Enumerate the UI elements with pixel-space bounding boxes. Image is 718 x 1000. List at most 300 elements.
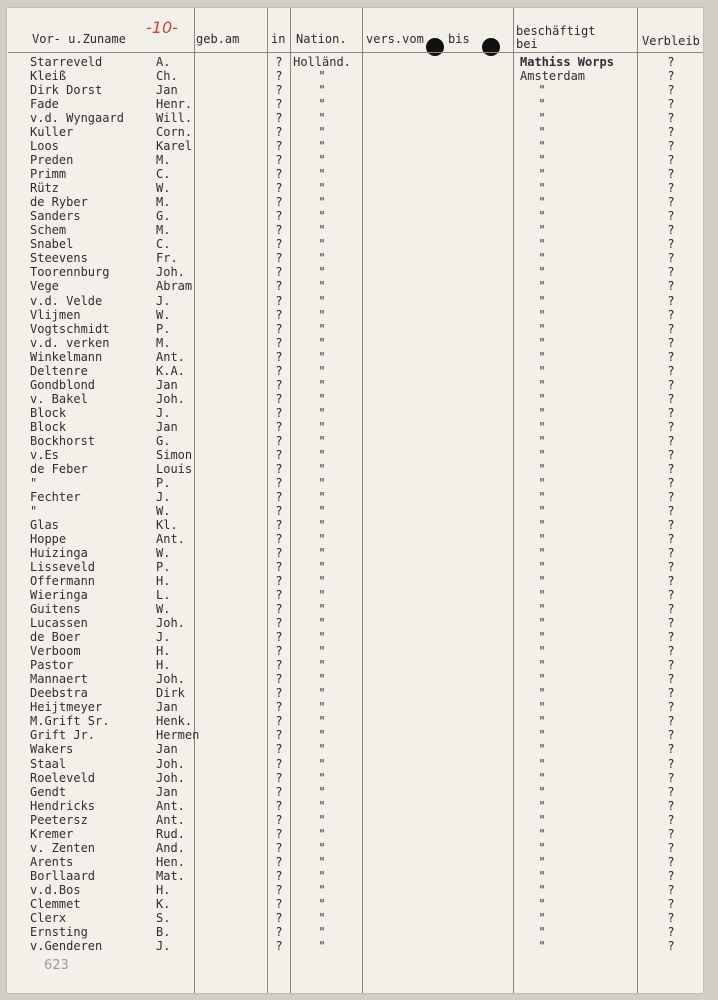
row-status: ? (667, 237, 675, 252)
row-nationality: " (318, 237, 326, 252)
row-nationality: " (318, 251, 326, 266)
row-in: ? (275, 574, 283, 589)
row-employer: " (538, 167, 546, 182)
row-firstname: Rud. (156, 826, 185, 841)
row-surname: Offermann (30, 574, 96, 589)
row-in: ? (275, 546, 283, 561)
row-employer: " (538, 517, 546, 532)
row-surname: Mannaert (30, 672, 88, 687)
row-surname: Deltenre (30, 363, 88, 378)
row-employer: " (538, 532, 546, 547)
row-in: ? (275, 209, 283, 224)
row-surname: M.Grift Sr. (30, 714, 110, 729)
row-nationality: " (318, 616, 326, 631)
row-employer: " (538, 307, 546, 322)
row-surname: Clemmet (30, 896, 81, 911)
row-firstname: J. (156, 938, 171, 953)
row-surname: v. Zenten (30, 840, 96, 855)
row-in: ? (275, 153, 283, 168)
row-firstname: G. (156, 209, 171, 224)
row-surname: Huizinga (30, 546, 88, 561)
row-in: ? (275, 69, 283, 84)
row-surname: Lucassen (30, 616, 88, 631)
row-in: ? (275, 83, 283, 98)
row-status: ? (667, 335, 675, 350)
row-nationality: " (318, 686, 326, 701)
row-firstname: Ant. (156, 532, 185, 547)
row-nationality: " (318, 700, 326, 715)
row-nationality: " (318, 714, 326, 729)
row-status: ? (667, 321, 675, 336)
row-employer: " (538, 475, 546, 490)
row-status: ? (667, 461, 675, 476)
row-status: ? (667, 896, 675, 911)
row-firstname: Joh. (156, 756, 185, 771)
row-in: ? (275, 868, 283, 883)
row-in: ? (275, 125, 283, 140)
row-firstname: Ant. (156, 349, 185, 364)
row-employer: " (538, 868, 546, 883)
row-nationality: " (318, 896, 326, 911)
row-surname: Peetersz (30, 812, 88, 827)
row-in: ? (275, 335, 283, 350)
row-in: ? (275, 265, 283, 280)
row-surname: Pastor (30, 658, 74, 673)
row-nationality: " (318, 588, 326, 603)
row-surname: v.d. Velde (30, 293, 103, 308)
row-status: ? (667, 265, 675, 280)
row-employer: " (538, 83, 546, 98)
row-nationality: " (318, 798, 326, 813)
row-status: ? (667, 882, 675, 897)
row-surname: Heijtmeyer (30, 700, 103, 715)
row-employer: " (538, 111, 546, 126)
row-surname: Glas (30, 517, 59, 532)
row-employer: " (538, 377, 546, 392)
row-in: ? (275, 489, 283, 504)
row-surname: Kuller (30, 125, 74, 140)
row-firstname: W. (156, 546, 171, 561)
row-employer: " (538, 672, 546, 687)
row-employer: " (538, 770, 546, 785)
row-in: ? (275, 812, 283, 827)
row-status: ? (667, 251, 675, 266)
row-firstname: H. (156, 644, 171, 659)
row-surname: Wieringa (30, 588, 88, 603)
row-in: ? (275, 237, 283, 252)
row-surname: Gondblond (30, 377, 96, 392)
row-status: ? (667, 812, 675, 827)
row-in: ? (275, 391, 283, 406)
row-in: ? (275, 307, 283, 322)
row-in: ? (275, 55, 283, 69)
row-surname: Gendt (30, 784, 67, 799)
row-firstname: P. (156, 560, 171, 575)
row-nationality: " (318, 868, 326, 883)
row-firstname: G. (156, 433, 171, 448)
row-in: ? (275, 279, 283, 294)
row-employer: " (538, 588, 546, 603)
row-employer: " (538, 251, 546, 266)
row-firstname: W. (156, 503, 171, 518)
row-surname: Sanders (30, 209, 81, 224)
row-status: ? (667, 770, 675, 785)
row-surname: Verboom (30, 644, 81, 659)
row-in: ? (275, 377, 283, 392)
row-firstname: S. (156, 910, 171, 925)
row-status: ? (667, 181, 675, 196)
row-employer: " (538, 125, 546, 140)
row-in: ? (275, 644, 283, 659)
row-surname: Block (30, 419, 67, 434)
row-nationality: " (318, 363, 326, 378)
row-employer: " (538, 742, 546, 757)
row-firstname: H. (156, 574, 171, 589)
row-nationality: " (318, 489, 326, 504)
row-firstname: J. (156, 489, 171, 504)
row-firstname: Jan (156, 419, 178, 434)
row-firstname: Henr. (156, 97, 193, 112)
row-status: ? (667, 475, 675, 490)
row-surname: " (30, 475, 38, 490)
row-firstname: C. (156, 167, 171, 182)
punch-hole-icon (482, 38, 500, 56)
row-in: ? (275, 854, 283, 869)
row-firstname: M. (156, 195, 171, 210)
row-status: ? (667, 546, 675, 561)
header-employer-bei: bei (516, 37, 538, 51)
row-status: ? (667, 630, 675, 645)
row-surname: Deebstra (30, 686, 88, 701)
row-in: ? (275, 181, 283, 196)
row-in: ? (275, 840, 283, 855)
row-employer: Amsterdam (520, 69, 586, 84)
row-in: ? (275, 475, 283, 490)
row-firstname: W. (156, 307, 171, 322)
row-firstname: A. (156, 55, 171, 69)
row-firstname: Joh. (156, 672, 185, 687)
row-employer: " (538, 896, 546, 911)
row-nationality: " (318, 279, 326, 294)
row-status: ? (667, 97, 675, 112)
row-in: ? (275, 896, 283, 911)
row-employer: " (538, 223, 546, 238)
row-firstname: H. (156, 658, 171, 673)
row-firstname: P. (156, 475, 171, 490)
row-surname: Block (30, 405, 67, 420)
row-in: ? (275, 139, 283, 154)
row-nationality: " (318, 139, 326, 154)
header-status: Verbleib (642, 34, 700, 48)
row-in: ? (275, 798, 283, 813)
row-in: ? (275, 97, 283, 112)
row-surname: Fechter (30, 489, 81, 504)
row-employer: " (538, 560, 546, 575)
row-nationality: " (318, 447, 326, 462)
row-nationality: " (318, 321, 326, 336)
row-employer: " (538, 910, 546, 925)
row-surname: Snabel (30, 237, 74, 252)
row-in: ? (275, 363, 283, 378)
row-surname: Schem (30, 223, 67, 238)
row-nationality: " (318, 153, 326, 168)
row-surname: Primm (30, 167, 67, 182)
row-status: ? (667, 924, 675, 939)
row-surname: Hendricks (30, 798, 96, 813)
row-firstname: Joh. (156, 770, 185, 785)
row-in: ? (275, 882, 283, 897)
row-status: ? (667, 700, 675, 715)
row-status: ? (667, 111, 675, 126)
row-firstname: M. (156, 223, 171, 238)
header-nation: Nation. (296, 32, 347, 46)
row-nationality: " (318, 223, 326, 238)
row-in: ? (275, 770, 283, 785)
row-firstname: B. (156, 924, 171, 939)
row-employer: " (538, 798, 546, 813)
row-employer: " (538, 854, 546, 869)
row-nationality: " (318, 265, 326, 280)
column-divider (267, 8, 268, 993)
row-in: ? (275, 588, 283, 603)
row-employer: Mathiss Worps (520, 55, 614, 69)
row-surname: v.d.Bos (30, 882, 81, 897)
row-status: ? (667, 672, 675, 687)
row-employer: " (538, 546, 546, 561)
header-to: bis (448, 32, 470, 46)
row-in: ? (275, 517, 283, 532)
row-status: ? (667, 938, 675, 953)
row-nationality: Holländ. (293, 55, 351, 69)
row-firstname: Jan (156, 377, 178, 392)
row-in: ? (275, 938, 283, 953)
row-employer: " (538, 97, 546, 112)
row-employer: " (538, 237, 546, 252)
row-firstname: J. (156, 293, 171, 308)
column-divider (513, 8, 514, 993)
row-nationality: " (318, 644, 326, 659)
row-in: ? (275, 251, 283, 266)
row-firstname: Corn. (156, 125, 193, 140)
row-nationality: " (318, 546, 326, 561)
row-status: ? (667, 489, 675, 504)
row-firstname: Kl. (156, 517, 178, 532)
row-surname: " (30, 503, 38, 518)
row-surname: Arents (30, 854, 74, 869)
row-nationality: " (318, 377, 326, 392)
row-surname: Kremer (30, 826, 74, 841)
row-employer: " (538, 728, 546, 743)
row-in: ? (275, 461, 283, 476)
row-nationality: " (318, 630, 326, 645)
row-nationality: " (318, 503, 326, 518)
header-birth: geb.am (196, 32, 240, 46)
row-surname: Guitens (30, 602, 81, 617)
row-surname: Clerx (30, 910, 67, 925)
pencil-note: 623 (44, 958, 69, 973)
row-in: ? (275, 433, 283, 448)
row-surname: v.d. Wyngaard (30, 111, 124, 126)
row-nationality: " (318, 209, 326, 224)
column-divider (362, 8, 363, 993)
row-employer: " (538, 924, 546, 939)
row-status: ? (667, 153, 675, 168)
row-surname: Fade (30, 97, 59, 112)
row-firstname: Karel (156, 139, 193, 154)
row-nationality: " (318, 461, 326, 476)
row-surname: v. Bakel (30, 391, 88, 406)
row-nationality: " (318, 770, 326, 785)
row-nationality: " (318, 391, 326, 406)
row-status: ? (667, 588, 675, 603)
row-firstname: And. (156, 840, 185, 855)
header-rule (8, 52, 703, 53)
row-firstname: W. (156, 602, 171, 617)
row-nationality: " (318, 672, 326, 687)
row-status: ? (667, 125, 675, 140)
row-in: ? (275, 728, 283, 743)
document-card (7, 8, 703, 993)
row-status: ? (667, 503, 675, 518)
row-status: ? (667, 405, 675, 420)
row-nationality: " (318, 83, 326, 98)
row-status: ? (667, 602, 675, 617)
row-employer: " (538, 153, 546, 168)
row-surname: de Ryber (30, 195, 88, 210)
row-firstname: Ch. (156, 69, 178, 84)
row-nationality: " (318, 111, 326, 126)
row-in: ? (275, 700, 283, 715)
row-status: ? (667, 363, 675, 378)
row-surname: v.d. verken (30, 335, 110, 350)
row-surname: Wakers (30, 742, 74, 757)
row-nationality: " (318, 125, 326, 140)
row-surname: de Feber (30, 461, 88, 476)
row-firstname: Hermen (156, 728, 200, 743)
row-surname: Preden (30, 153, 74, 168)
row-status: ? (667, 307, 675, 322)
row-employer: " (538, 700, 546, 715)
row-employer: " (538, 686, 546, 701)
row-status: ? (667, 517, 675, 532)
row-in: ? (275, 560, 283, 575)
row-surname: Bockhorst (30, 433, 96, 448)
row-nationality: " (318, 742, 326, 757)
row-firstname: Will. (156, 111, 193, 126)
row-in: ? (275, 223, 283, 238)
row-status: ? (667, 714, 675, 729)
row-nationality: " (318, 532, 326, 547)
row-status: ? (667, 167, 675, 182)
row-status: ? (667, 644, 675, 659)
row-firstname: Henk. (156, 714, 193, 729)
row-status: ? (667, 756, 675, 771)
row-surname: v.Es (30, 447, 59, 462)
row-in: ? (275, 616, 283, 631)
row-status: ? (667, 532, 675, 547)
row-nationality: " (318, 560, 326, 575)
row-in: ? (275, 742, 283, 757)
row-employer: " (538, 433, 546, 448)
row-surname: Borllaard (30, 868, 96, 883)
row-status: ? (667, 195, 675, 210)
row-status: ? (667, 686, 675, 701)
row-employer: " (538, 391, 546, 406)
row-employer: " (538, 644, 546, 659)
row-surname: Roeleveld (30, 770, 96, 785)
row-nationality: " (318, 938, 326, 953)
row-firstname: J. (156, 630, 171, 645)
row-employer: " (538, 461, 546, 476)
row-firstname: Jan (156, 700, 178, 715)
row-status: ? (667, 868, 675, 883)
header-employer: beschäftigt (516, 24, 596, 38)
row-firstname: P. (156, 321, 171, 336)
row-employer: " (538, 882, 546, 897)
row-employer: " (538, 321, 546, 336)
row-status: ? (667, 293, 675, 308)
row-nationality: " (318, 195, 326, 210)
row-nationality: " (318, 812, 326, 827)
row-nationality: " (318, 293, 326, 308)
row-firstname: M. (156, 335, 171, 350)
row-firstname: J. (156, 405, 171, 420)
header-name: Vor- u.Zuname (32, 32, 126, 46)
row-firstname: C. (156, 237, 171, 252)
row-employer: " (538, 447, 546, 462)
row-surname: v.Genderen (30, 938, 103, 953)
row-firstname: Jan (156, 83, 178, 98)
row-status: ? (667, 223, 675, 238)
row-nationality: " (318, 405, 326, 420)
row-nationality: " (318, 756, 326, 771)
row-surname: de Boer (30, 630, 81, 645)
row-in: ? (275, 784, 283, 799)
row-nationality: " (318, 728, 326, 743)
row-in: ? (275, 532, 283, 547)
row-in: ? (275, 503, 283, 518)
row-nationality: " (318, 307, 326, 322)
row-employer: " (538, 181, 546, 196)
row-employer: " (538, 279, 546, 294)
row-in: ? (275, 602, 283, 617)
column-divider (290, 8, 291, 993)
row-nationality: " (318, 433, 326, 448)
row-firstname: K. (156, 896, 171, 911)
row-firstname: W. (156, 181, 171, 196)
row-surname: Starreveld (30, 55, 103, 69)
row-firstname: Joh. (156, 391, 185, 406)
row-firstname: Mat. (156, 868, 185, 883)
header-from: vers.vom (366, 32, 424, 46)
row-surname: Vlijmen (30, 307, 81, 322)
row-nationality: " (318, 602, 326, 617)
row-employer: " (538, 363, 546, 378)
row-in: ? (275, 672, 283, 687)
row-in: ? (275, 195, 283, 210)
row-employer: " (538, 714, 546, 729)
row-in: ? (275, 714, 283, 729)
row-nationality: " (318, 181, 326, 196)
row-nationality: " (318, 840, 326, 855)
row-employer: " (538, 503, 546, 518)
row-nationality: " (318, 97, 326, 112)
row-employer: " (538, 209, 546, 224)
row-employer: " (538, 574, 546, 589)
row-status: ? (667, 349, 675, 364)
row-firstname: Fr. (156, 251, 178, 266)
row-nationality: " (318, 335, 326, 350)
